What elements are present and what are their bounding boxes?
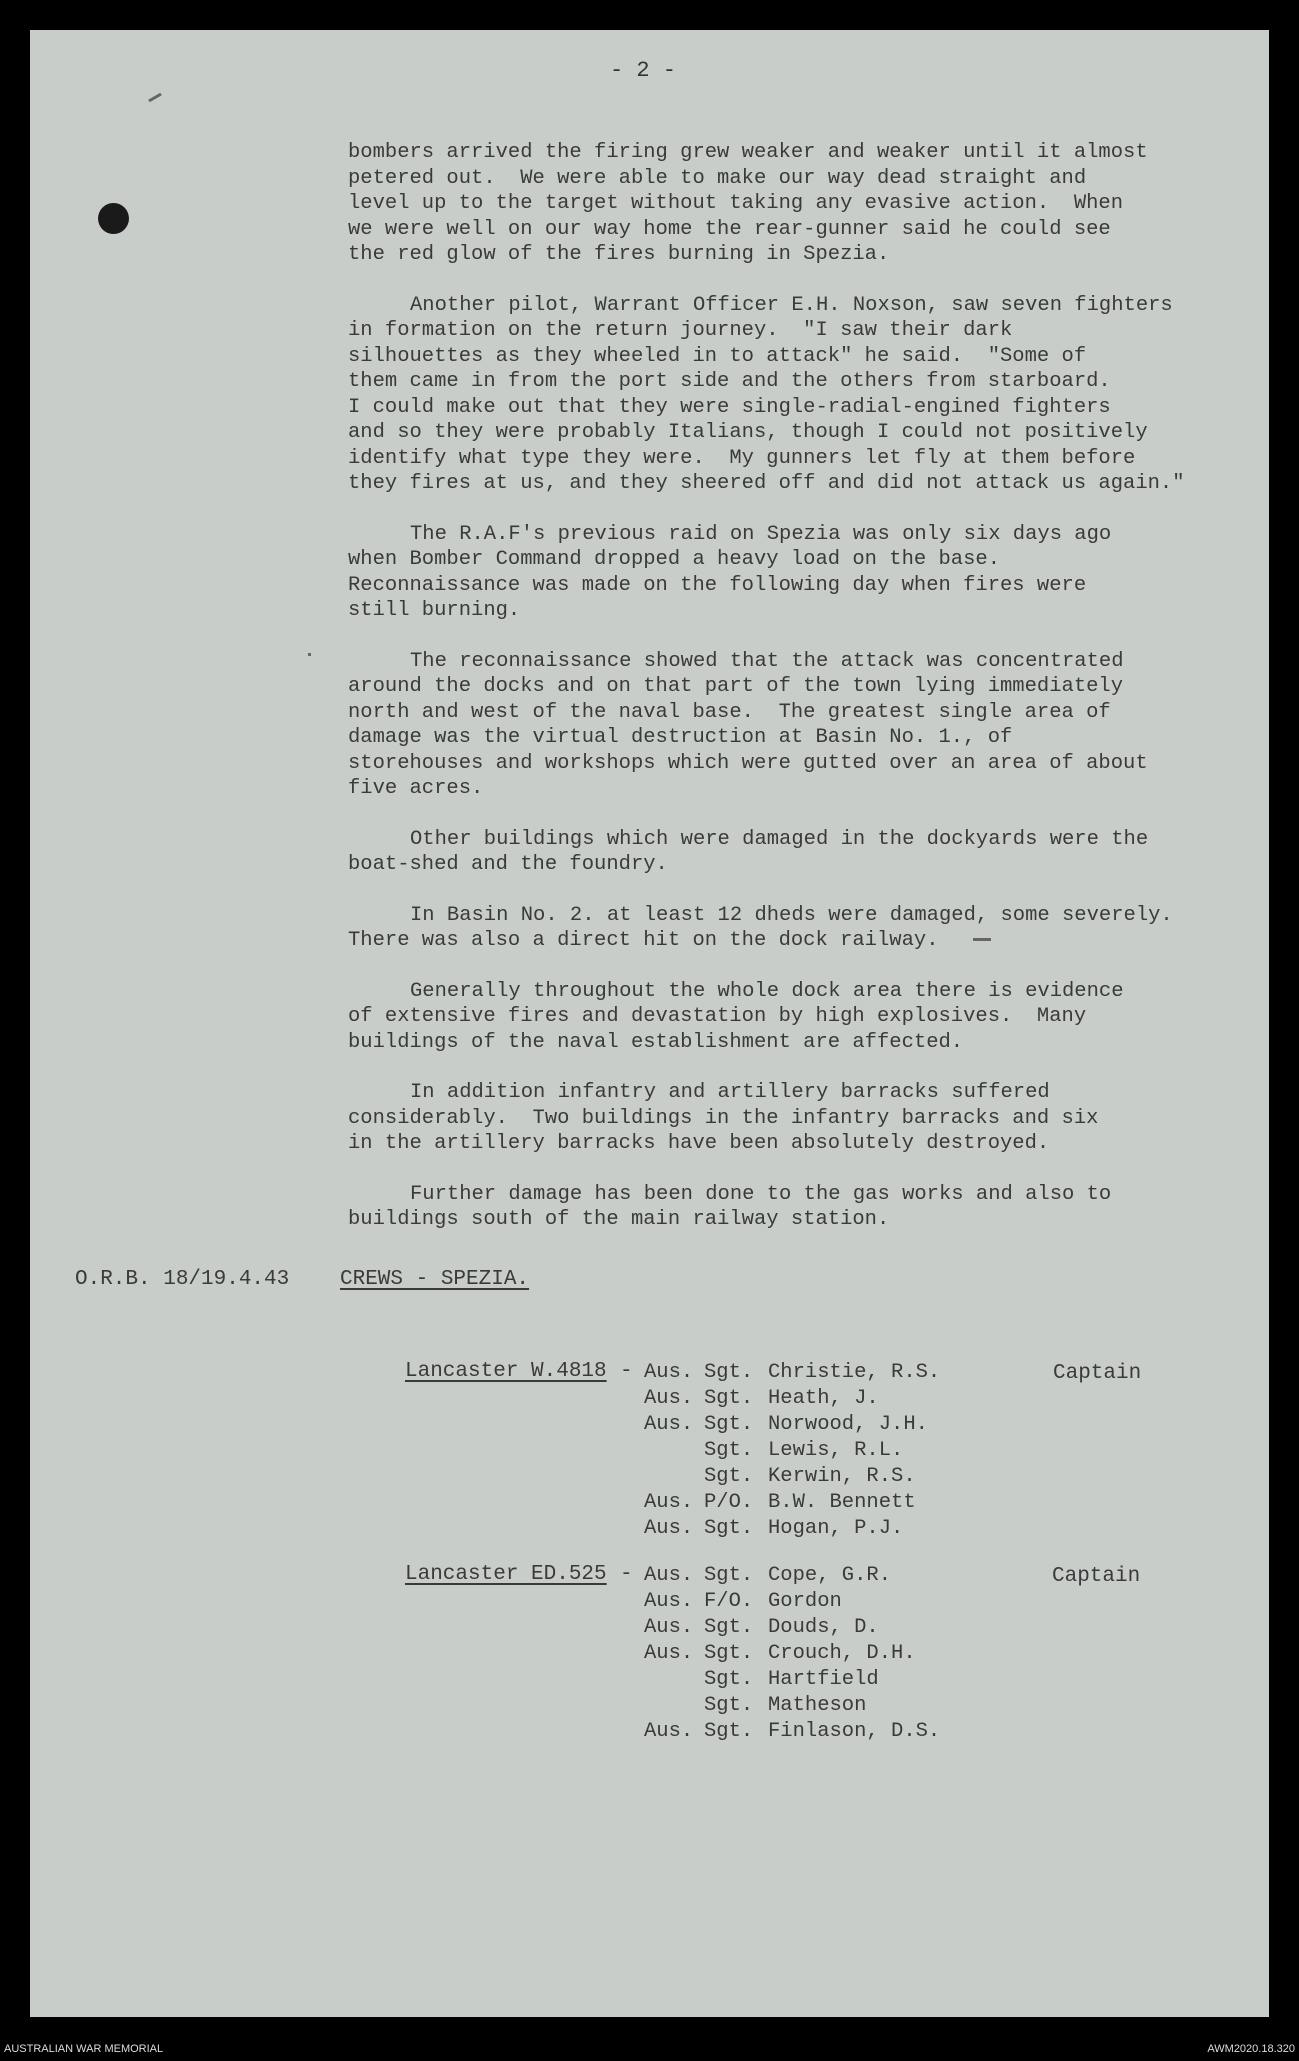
text-line: There was also a direct hit on the dock railway. [348,929,939,952]
document-page [30,30,1269,2017]
crew-member [644,1615,940,1641]
text-line: north and west of the naval base. The greatest single area of [348,700,1111,724]
text-line: they fires at us, and they sheered off and did not attack us again." [348,472,1185,495]
text-line: around the docks and on that part of the town lying immediately [348,675,1124,698]
page-number: - 2 - [610,58,677,83]
crew-name: Finlason, D.S. [768,1720,941,1743]
orb-reference: O.R.B. 18/19.4.43 [75,1268,290,1291]
aircraft-dash: - [620,1360,633,1383]
text-line: storehouses and workshops which were gutted over an area of about [348,751,1148,775]
crew-nationality: Aus. [644,1387,694,1410]
crew-member [644,1464,940,1490]
captain-label: Captain [1053,1362,1142,1385]
text-line: five acres. [348,777,484,800]
crew-member [644,1693,940,1719]
crew-rank: Sgt. [704,1387,754,1410]
crew-name: B.W. Bennett [768,1491,916,1514]
crew-rank: Sgt. [704,1694,754,1717]
footer-accession-number: AWM2020.18.320 [1207,2043,1295,2055]
crew-rank: F/O. [704,1590,754,1613]
crew-rank: Sgt. [704,1668,754,1691]
aircraft-name: Lancaster W.4818 [405,1360,607,1383]
crew-list [644,1360,940,1542]
body-text [348,140,1248,1258]
text-line: we were well on our way home the rear-gunner said he could see [348,217,1111,241]
crew-nationality: Aus. [644,1642,694,1665]
paragraph [348,140,1248,268]
text-line: Another pilot, Warrant Officer E.H. Noxson, saw seven fighters [410,293,1173,317]
crew-name: Matheson [768,1694,867,1717]
crew-member [644,1719,940,1745]
text-line: bombers arrived the firing grew weaker and weaker until it almost [348,141,1148,164]
crew-rank: Sgt. [704,1616,754,1639]
paragraph [348,1182,1248,1233]
text-line: buildings south of the main railway station. [348,1208,890,1231]
crew-member [644,1386,940,1412]
crew-member [644,1667,940,1693]
crew-name: Norwood, J.H. [768,1413,928,1436]
text-line: Other buildings which were damaged in the dockyards were the [410,827,1149,851]
paper-speck [308,653,311,656]
text-line: The R.A.F's previous raid on Spezia was only six days ago [410,522,1112,546]
text-line: of extensive fires and devastation by high explosives. Many [348,1005,1087,1028]
text-line: silhouettes as they wheeled in to attack" he said. "Some of [348,344,1087,368]
text-line: considerably. Two buildings in the infantry barracks and six [348,1106,1099,1130]
crew-nationality: Aus. [644,1564,694,1587]
crew-member [644,1412,940,1438]
aircraft-name: Lancaster ED.525 [405,1563,607,1586]
crew-rank: Sgt. [704,1465,754,1488]
text-line: them came in from the port side and the others from starboard. [348,370,1111,393]
paragraph [348,827,1248,878]
text-line: when Bomber Command dropped a heavy load on the base. [348,548,1001,571]
text-line: still burning. [348,599,521,622]
text-line: Reconnaissance was made on the following day when fires were [348,573,1087,597]
crew-member [644,1641,940,1667]
paragraph [348,979,1248,1056]
text-line: the red glow of the fires burning in Spezia. [348,243,890,266]
crew-list [644,1563,940,1745]
crew-member [644,1589,940,1615]
paragraph [348,903,1248,954]
crew-nationality: Aus. [644,1720,694,1743]
crew-nationality: Aus. [644,1413,694,1436]
paragraph [348,649,1248,802]
crew-rank: Sgt. [704,1642,754,1665]
crew-rank: Sgt. [704,1517,754,1540]
text-line: The reconnaissance showed that the attack was concentrated [410,649,1124,673]
paragraph [348,1080,1248,1157]
crew-member [644,1438,940,1464]
crew-rank: P/O. [704,1491,754,1514]
punch-hole [98,203,129,234]
text-line: in the artillery barracks have been absolutely destroyed. [348,1132,1050,1155]
text-line: buildings of the naval establishment are affected. [348,1030,964,1054]
footer-archive-name: AUSTRALIAN WAR MEMORIAL [4,2043,164,2055]
text-line: In Basin No. 2. at least 12 dheds were damaged, some severely. [410,903,1173,927]
text-line: In addition infantry and artillery barracks suffered [410,1081,1050,1104]
crew-name: Hartfield [768,1668,879,1691]
crew-rank: Sgt. [704,1720,754,1743]
text-line: identify what type they were. My gunners let fly at them before [348,446,1136,470]
captain-label: Captain [1052,1565,1141,1588]
crew-name: Heath, J. [768,1387,879,1410]
crew-rank: Sgt. [704,1439,754,1462]
crew-name: Lewis, R.L. [768,1439,904,1462]
crew-nationality: Aus. [644,1590,694,1613]
crew-nationality: Aus. [644,1517,694,1540]
crew-name: Kerwin, R.S. [768,1465,916,1488]
crew-name: Cope, G.R. [768,1564,892,1587]
crew-nationality: Aus. [644,1491,694,1514]
text-line: damage was the virtual destruction at Basin No. 1., of [348,726,1013,749]
paragraph [348,293,1248,497]
crew-name: Crouch, D.H. [768,1642,916,1665]
text-line: petered out. We were able to make our way dead straight and [348,166,1087,190]
text-line: in formation on the return journey. "I saw their dark [348,319,1013,342]
crew-nationality: Aus. [644,1616,694,1639]
crew-rank: Sgt. [704,1564,754,1587]
text-line: I could make out that they were single-radial-engined fighters [348,395,1111,419]
paper-speck [148,93,162,103]
crew-rank: Sgt. [704,1361,754,1384]
aircraft-dash: - [620,1563,633,1586]
crew-name: Hogan, P.J. [768,1517,904,1540]
crew-member [644,1360,940,1386]
text-line: Further damage has been done to the gas works and also to [410,1182,1112,1206]
crew-name: Douds, D. [768,1616,879,1639]
crews-title: CREWS - SPEZIA. [340,1268,530,1291]
crew-rank: Sgt. [704,1413,754,1436]
crew-member [644,1563,940,1589]
text-line: boat-shed and the foundry. [348,853,668,876]
crew-member [644,1490,940,1516]
crew-name: Gordon [768,1590,842,1613]
text-line: Generally throughout the whole dock area there is evidence [410,979,1124,1003]
crew-member [644,1516,940,1542]
paragraph [348,522,1248,624]
text-line: level up to the target without taking any evasive action. When [348,192,1124,215]
text-line: and so they were probably Italians, though I could not positively [348,421,1148,444]
crew-nationality: Aus. [644,1361,694,1384]
crew-name: Christie, R.S. [768,1361,941,1384]
